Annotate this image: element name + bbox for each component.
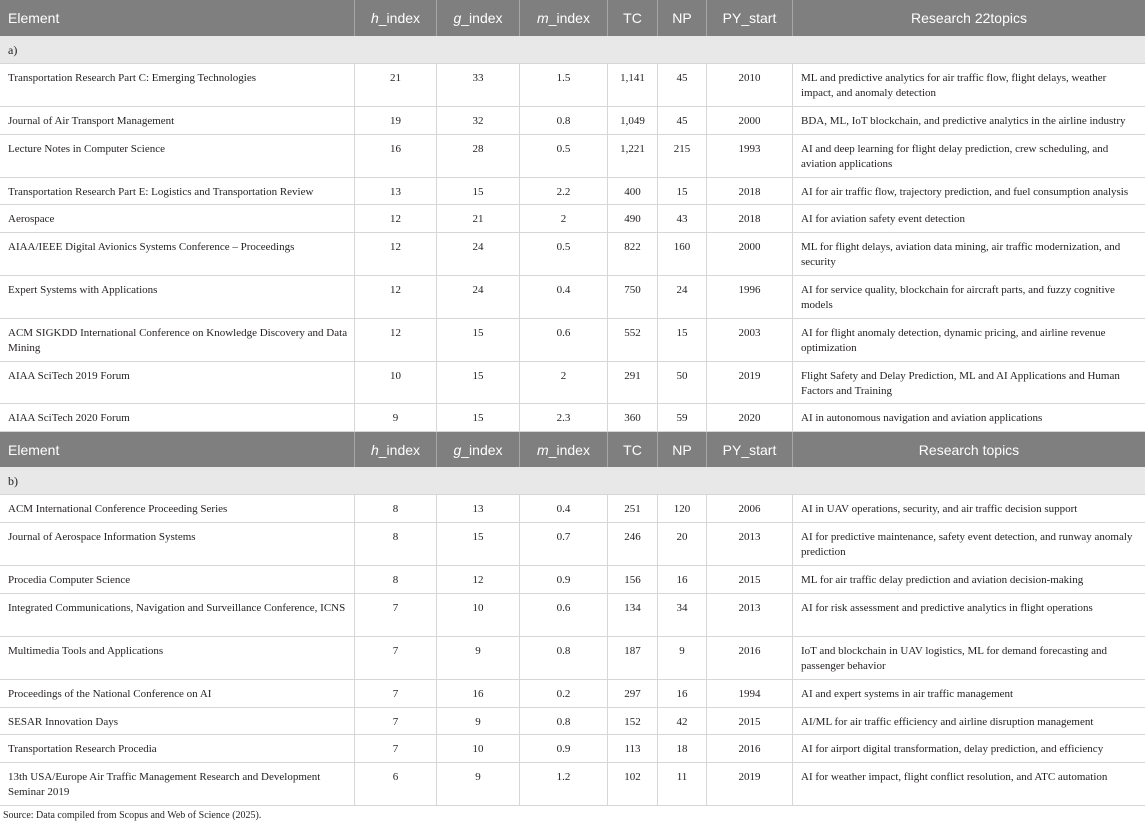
cell-tc: 400 [608,178,658,204]
cell-py-start: 2018 [707,205,793,232]
cell-h-index: 12 [355,205,437,232]
column-header-text: _index [378,441,421,458]
cell-np: 16 [658,566,707,593]
cell-m-index: 0.8 [520,107,608,134]
cell-element: 13th USA/Europe Air Traffic Management Research and Development Seminar 2019 [0,763,355,805]
cell-py-start: 2018 [707,178,793,204]
cell-m-index: 1.2 [520,763,608,805]
cell-element: Expert Systems with Applications [0,276,355,318]
cell-py-start: 2003 [707,319,793,361]
cell-py-start: 2000 [707,233,793,275]
cell-element: Multimedia Tools and Applications [0,637,355,679]
cell-element: AIAA SciTech 2019 Forum [0,362,355,403]
table-row [0,205,1145,233]
column-header-tc [608,0,658,36]
table-row [0,64,1145,107]
cell-m-index: 0.9 [520,735,608,762]
cell-element: Journal of Air Transport Management [0,107,355,134]
column-header-np [658,432,707,467]
cell-element: Aerospace [0,205,355,232]
cell-h-index: 7 [355,735,437,762]
cell-research-topics: AI in UAV operations, security, and air traffic decision support [801,503,1078,515]
cell-element: Transportation Research Procedia [0,735,355,762]
column-header-text: _index [461,441,503,458]
cell-research-topics: AI and expert systems in air traffic management [801,688,1014,700]
cell-py-start: 2013 [707,594,793,636]
cell-h-index: 19 [355,107,437,134]
cell-h-index: 8 [355,523,437,565]
cell-element: Transportation Research Part E: Logistics and Transportation Review [0,178,355,204]
cell-research-topics: BDA, ML, IoT blockchain, and predictive analytics in the airline industry [801,115,1126,127]
column-header-g-index [437,432,520,467]
cell-m-index: 0.6 [520,594,608,636]
cell-m-index: 0.2 [520,680,608,707]
cell-research-topics: AI for aviation safety event detection [801,213,966,225]
cell-tc: 360 [608,404,658,431]
cell-g-index: 15 [437,404,520,431]
cell-research-topics: IoT and blockchain in UAV logistics, ML for demand forecasting and passenger behavior [801,645,1108,672]
table-row [0,319,1145,362]
cell-research-topics: ML for air traffic delay prediction and aviation decision-making [801,574,1084,586]
cell-h-index: 12 [355,276,437,318]
column-header-text: Research topics [918,441,1020,458]
cell-g-index: 10 [437,735,520,762]
cell-np: 9 [658,637,707,679]
cell-tc: 1,221 [608,135,658,177]
column-header-tc [608,432,658,467]
cell-m-index: 0.4 [520,495,608,522]
cell-np: 43 [658,205,707,232]
cell-research-topics: AI for predictive maintenance, safety event detection, and runway anomaly prediction [801,531,1133,558]
cell-element: Proceedings of the National Conference on AI [0,680,355,707]
cell-np: 120 [658,495,707,522]
cell-g-index: 15 [437,319,520,361]
column-header-g-index [437,0,520,36]
cell-g-index: 9 [437,708,520,734]
cell-h-index: 7 [355,594,437,636]
cell-element: Procedia Computer Science [0,566,355,593]
column-header-variable: h [370,441,379,458]
cell-np: 24 [658,276,707,318]
cell-tc: 1,049 [608,107,658,134]
cell-m-index: 1.5 [520,64,608,106]
cell-py-start: 2015 [707,708,793,734]
cell-tc: 750 [608,276,658,318]
cell-tc: 490 [608,205,658,232]
cell-h-index: 8 [355,566,437,593]
cell-m-index: 2.2 [520,178,608,204]
cell-np: 45 [658,107,707,134]
cell-element: AIAA/IEEE Digital Avionics Systems Conference – Proceedings [0,233,355,275]
cell-py-start: 2016 [707,735,793,762]
cell-g-index: 9 [437,637,520,679]
cell-tc: 1,141 [608,64,658,106]
table-row [0,735,1145,763]
cell-h-index: 7 [355,637,437,679]
cell-element: SESAR Innovation Days [0,708,355,734]
column-header-text: Research 22topics [911,10,1027,26]
cell-py-start: 1994 [707,680,793,707]
column-header-m-index [520,0,608,36]
cell-h-index: 9 [355,404,437,431]
cell-m-index: 0.4 [520,276,608,318]
column-header-h-index [355,0,437,36]
cell-np: 45 [658,64,707,106]
cell-m-index: 2.3 [520,404,608,431]
cell-np: 18 [658,735,707,762]
cell-tc: 134 [608,594,658,636]
column-header-variable: g [453,441,462,458]
column-header-variable: m [537,10,549,26]
table-row [0,107,1145,135]
table-row [0,523,1145,566]
cell-element: Lecture Notes in Computer Science [0,135,355,177]
cell-g-index: 33 [437,64,520,106]
column-header-text: Element [8,441,60,458]
cell-element: Journal of Aerospace Information Systems [0,523,355,565]
column-header-text: TC [623,441,642,458]
cell-py-start: 2010 [707,64,793,106]
cell-np: 42 [658,708,707,734]
cell-research-topics: ML for flight delays, aviation data mining, air traffic modernization, and security [801,241,1121,268]
table-row [0,495,1145,523]
table-header-row [0,0,1145,36]
cell-research-topics: AI for weather impact, flight conflict resolution, and ATC automation [801,771,1108,783]
cell-py-start: 1993 [707,135,793,177]
cell-m-index: 0.8 [520,708,608,734]
cell-g-index: 15 [437,178,520,204]
column-header-np [658,0,707,36]
section-label: a) [0,36,1145,64]
cell-np: 215 [658,135,707,177]
cell-np: 59 [658,404,707,431]
column-header-research-topics [793,0,1145,36]
cell-element: ACM SIGKDD International Conference on Knowledge Discovery and Data Mining [0,319,355,361]
column-header-m-index [520,432,608,467]
column-header-py-start [707,0,793,36]
table-row [0,708,1145,735]
cell-element: Integrated Communications, Navigation and Surveillance Conference, ICNS [0,594,355,636]
cell-m-index: 0.8 [520,637,608,679]
column-header-text: TC [623,10,642,26]
column-header-text: PY_start [722,10,777,26]
cell-element: ACM International Conference Proceeding Series [0,495,355,522]
cell-g-index: 32 [437,107,520,134]
cell-h-index: 13 [355,178,437,204]
cell-m-index: 2 [520,362,608,403]
cell-tc: 822 [608,233,658,275]
table-row [0,276,1145,319]
table-row [0,566,1145,594]
cell-research-topics: AI for service quality, blockchain for aircraft parts, and fuzzy cognitive models [801,284,1115,311]
cell-tc: 251 [608,495,658,522]
cell-h-index: 21 [355,64,437,106]
section-label: b) [0,467,1145,495]
cell-research-topics: ML and predictive analytics for air traffic flow, flight delays, weather impact, and anomaly detection [801,72,1107,99]
cell-research-topics: AI in autonomous navigation and aviation applications [801,412,1043,424]
cell-np: 11 [658,763,707,805]
cell-research-topics: AI for air traffic flow, trajectory prediction, and fuel consumption analysis [801,186,1129,198]
cell-research-topics: Flight Safety and Delay Prediction, ML and AI Applications and Human Factors and Training [801,370,1120,397]
cell-np: 20 [658,523,707,565]
cell-research-topics: AI for airport digital transformation, delay prediction, and efficiency [801,743,1104,755]
table-row [0,594,1145,637]
cell-h-index: 7 [355,680,437,707]
cell-research-topics: AI and deep learning for flight delay prediction, crew scheduling, and aviation applications [801,143,1109,170]
cell-research-topics: AI for flight anomaly detection, dynamic pricing, and airline revenue optimization [801,327,1106,354]
cell-h-index: 12 [355,233,437,275]
column-header-variable: m [537,441,549,458]
cell-np: 34 [658,594,707,636]
cell-h-index: 6 [355,763,437,805]
cell-g-index: 16 [437,680,520,707]
column-header-text: NP [672,441,692,458]
column-header-text: PY_start [722,441,777,458]
cell-research-topics: AI for risk assessment and predictive analytics in flight operations [801,602,1093,614]
column-header-element [0,432,355,467]
cell-element: AIAA SciTech 2020 Forum [0,404,355,431]
table-header-row [0,432,1145,467]
column-header-py-start [707,432,793,467]
cell-tc: 297 [608,680,658,707]
cell-g-index: 12 [437,566,520,593]
cell-tc: 552 [608,319,658,361]
cell-g-index: 15 [437,523,520,565]
cell-py-start: 2020 [707,404,793,431]
cell-g-index: 21 [437,205,520,232]
cell-np: 15 [658,178,707,204]
table-row [0,178,1145,205]
column-header-text: _index [378,10,421,26]
cell-h-index: 12 [355,319,437,361]
cell-g-index: 15 [437,362,520,403]
column-header-text: _index [461,10,503,26]
cell-g-index: 28 [437,135,520,177]
cell-g-index: 9 [437,763,520,805]
table-row [0,763,1145,806]
cell-g-index: 13 [437,495,520,522]
table-row [0,680,1145,708]
cell-np: 15 [658,319,707,361]
cell-tc: 246 [608,523,658,565]
cell-np: 160 [658,233,707,275]
cell-h-index: 16 [355,135,437,177]
cell-m-index: 0.7 [520,523,608,565]
cell-g-index: 24 [437,233,520,275]
table-row [0,135,1145,178]
cell-m-index: 0.5 [520,233,608,275]
cell-research-topics: AI/ML for air traffic efficiency and airline disruption management [801,716,1094,728]
cell-tc: 291 [608,362,658,403]
cell-py-start: 2000 [707,107,793,134]
cell-h-index: 10 [355,362,437,403]
column-header-text: _index [548,10,590,26]
cell-m-index: 2 [520,205,608,232]
column-header-text: Element [8,10,60,26]
cell-tc: 113 [608,735,658,762]
table-row [0,233,1145,276]
cell-np: 16 [658,680,707,707]
cell-py-start: 2013 [707,523,793,565]
cell-py-start: 1996 [707,276,793,318]
cell-tc: 187 [608,637,658,679]
cell-element: Transportation Research Part C: Emerging Technologies [0,64,355,106]
cell-g-index: 24 [437,276,520,318]
cell-h-index: 8 [355,495,437,522]
column-header-text: _index [548,441,590,458]
cell-np: 50 [658,362,707,403]
cell-tc: 152 [608,708,658,734]
cell-tc: 102 [608,763,658,805]
table-row [0,637,1145,680]
cell-py-start: 2015 [707,566,793,593]
cell-m-index: 0.9 [520,566,608,593]
cell-h-index: 7 [355,708,437,734]
cell-tc: 156 [608,566,658,593]
column-header-variable: g [453,10,462,26]
cell-py-start: 2016 [707,637,793,679]
table-row [0,404,1145,432]
column-header-text: NP [672,10,692,26]
cell-m-index: 0.6 [520,319,608,361]
column-header-variable: h [370,10,379,26]
column-header-research-topics [793,432,1145,467]
column-header-h-index [355,432,437,467]
cell-m-index: 0.5 [520,135,608,177]
cell-py-start: 2006 [707,495,793,522]
table-row [0,362,1145,404]
source-note: Source: Data compiled from Scopus and Web of Science (2025). [3,810,262,821]
cell-py-start: 2019 [707,362,793,403]
cell-py-start: 2019 [707,763,793,805]
column-header-element [0,0,355,36]
cell-g-index: 10 [437,594,520,636]
